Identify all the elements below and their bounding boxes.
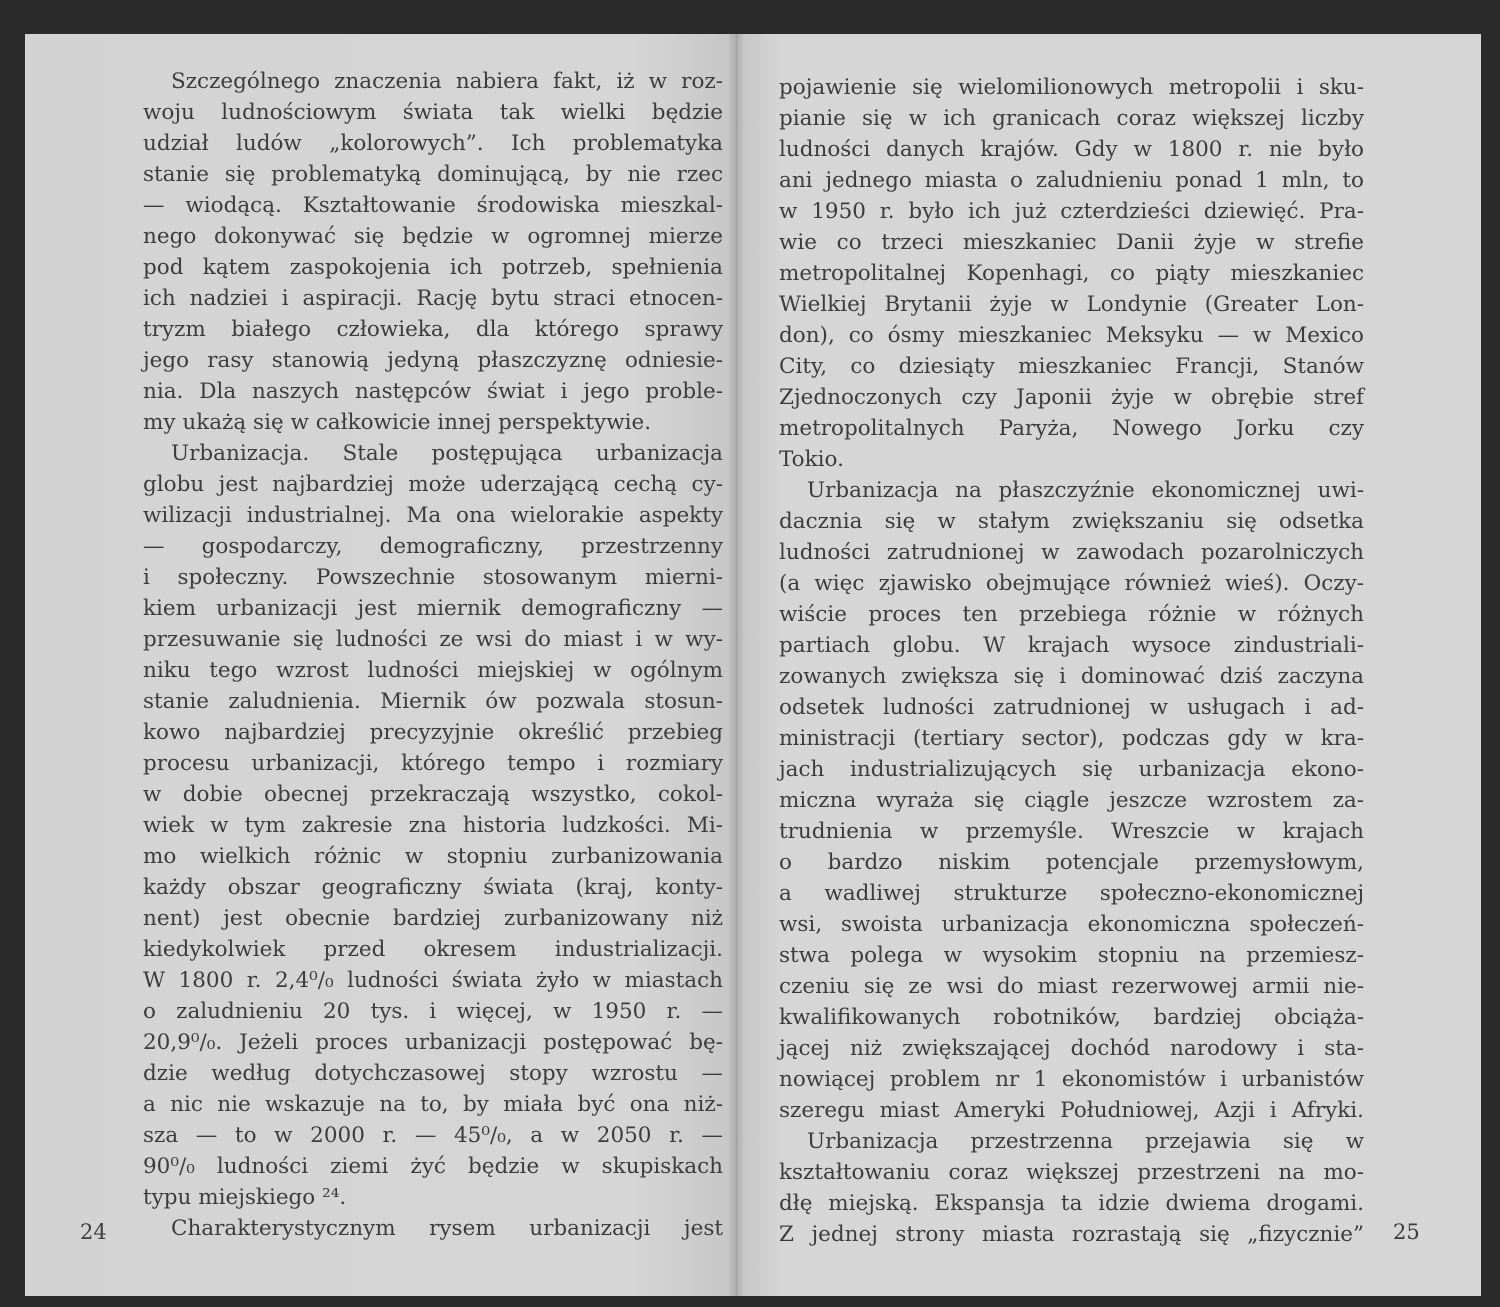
text-line: dzie według dotychczasowej stopy wzrostu — bbox=[143, 1061, 723, 1086]
text-line: Szczególnego znaczenia nabiera fakt, iż w roz- bbox=[171, 69, 723, 94]
text-line: kształtowaniu coraz większej przestrzeni na mo- bbox=[779, 1160, 1364, 1185]
text-line: kiem urbanizacji jest miernik demograficzny — bbox=[143, 596, 723, 621]
text-line: my ukażą się w całkowicie innej perspektywie. bbox=[143, 410, 652, 435]
text-line: Tokio. bbox=[779, 447, 844, 472]
text-line: ani jednego miasta o zaludnieniu ponad 1 mln, to bbox=[779, 168, 1364, 193]
text-line: każdy obszar geograficzny świata (kraj, konty- bbox=[143, 875, 723, 900]
text-line: jącej niż zwiększającej dochód narodowy i sta- bbox=[779, 1036, 1364, 1061]
text-line: stanie się problematyką dominującą, by nie rzec bbox=[143, 162, 723, 187]
text-line: niku tego wzrost ludności miejskiej w ogólnym bbox=[143, 658, 723, 683]
text-line: kowo najbardziej precyzyjnie określić przebieg bbox=[143, 720, 723, 745]
text-line: szeregu miast Ameryki Południowej, Azji i Afryki. bbox=[779, 1098, 1364, 1123]
text-line: ich nadziei i aspiracji. Rację bytu straci etnocen- bbox=[143, 286, 723, 311]
text-line: partiach globu. W krajach wysoce zindustriali- bbox=[779, 633, 1364, 658]
text-line: procesu urbanizacji, którego tempo i rozmiary bbox=[143, 751, 723, 776]
text-line: — wiodącą. Kształtowanie środowiska mieszkal- bbox=[143, 193, 723, 218]
text-line: dłę miejską. Ekspansja ta idzie dwiema drogami. bbox=[779, 1191, 1364, 1216]
text-line: Urbanizacja przestrzenna przejawia się w bbox=[807, 1129, 1364, 1154]
text-line: nego dokonywać się będzie w ogromnej mierze bbox=[143, 224, 723, 249]
text-line: w 1950 r. było ich już czterdzieści dziewięć. Pra- bbox=[779, 199, 1364, 224]
text-line: udział ludów „kolorowych”. Ich problematyka bbox=[143, 131, 723, 156]
text-line: czeniu się ze wsi do miast rezerwowej armii nie- bbox=[779, 974, 1364, 999]
text-line: 90⁰/₀ ludności ziemi żyć będzie w skupiskach bbox=[143, 1154, 723, 1179]
text-line: City, co dziesiąty mieszkaniec Francji, Stanów bbox=[779, 354, 1364, 379]
text-line: a nic nie wskazuje na to, by miała być ona niż- bbox=[143, 1092, 723, 1117]
left-page-text bbox=[143, 66, 723, 1244]
text-line: i społeczny. Powszechnie stosowanym mierni- bbox=[143, 565, 723, 590]
text-line: kwalifikowanych robotników, bardziej obciąża- bbox=[779, 1005, 1364, 1030]
text-line: (a więc zjawisko obejmujące również wieś). Oczy- bbox=[779, 571, 1364, 596]
text-line: pod kątem zaspokojenia ich potrzeb, spełnienia bbox=[143, 255, 723, 280]
text-line: a wadliwej strukturze społeczno-ekonomicznej bbox=[779, 881, 1364, 906]
text-line: zowanych zwiększa się i dominować dziś zaczyna bbox=[779, 664, 1364, 689]
text-line: Urbanizacja. Stale postępująca urbanizacja bbox=[171, 441, 723, 466]
page-number-left: 24 bbox=[80, 1220, 107, 1244]
text-line: Z jednej strony miasta rozrastają się „fizycznie” bbox=[779, 1222, 1364, 1247]
text-line: Urbanizacja na płaszczyźnie ekonomicznej uwi- bbox=[807, 478, 1364, 503]
text-line: pianie się w ich granicach coraz większej liczby bbox=[779, 106, 1364, 131]
text-line: tryzm białego człowieka, dla którego sprawy bbox=[143, 317, 723, 342]
text-line: nowiącej problem nr 1 ekonomistów i urbanistów bbox=[779, 1067, 1364, 1092]
text-line: ludności danych krajów. Gdy w 1800 r. nie było bbox=[779, 137, 1364, 162]
text-line: Zjednoczonych czy Japonii żyje w obrębie stref bbox=[779, 385, 1364, 410]
text-line: jego rasy stanowią jedyną płaszczyznę odniesie- bbox=[143, 348, 723, 373]
text-line: mo wielkich różnic w stopniu zurbanizowania bbox=[143, 844, 723, 869]
text-line: przesuwanie się ludności ze wsi do miast i w wy- bbox=[143, 627, 723, 652]
text-line: o zaludnieniu 20 tys. i więcej, w 1950 r. — bbox=[143, 999, 723, 1024]
text-line: wilizacji industrialnej. Ma ona wielorakie aspekty bbox=[143, 503, 723, 528]
text-line: stwa polega w wysokim stopniu na przemiesz- bbox=[779, 943, 1364, 968]
text-line: woju ludnościowym świata tak wielki będzie bbox=[143, 100, 723, 125]
text-line: — gospodarczy, demograficzny, przestrzenny bbox=[143, 534, 723, 559]
text-line: kiedykolwiek przed okresem industrializacji. bbox=[143, 937, 723, 962]
text-line: ludności zatrudnionej w zawodach pozarolniczych bbox=[779, 540, 1364, 565]
text-line: 20,9⁰/₀. Jeżeli proces urbanizacji postępować bę- bbox=[143, 1030, 723, 1055]
text-line: o bardzo niskim potencjale przemysłowym, bbox=[779, 850, 1364, 875]
page-number-right: 25 bbox=[1393, 1220, 1420, 1244]
text-line: typu miejskiego ²⁴. bbox=[143, 1185, 347, 1210]
right-page-text bbox=[779, 72, 1364, 1250]
text-line: trudnienia w przemyśle. Wreszcie w krajach bbox=[779, 819, 1364, 844]
text-line: wiek w tym zakresie zna historia ludzkości. Mi- bbox=[143, 813, 723, 838]
book-gutter bbox=[729, 34, 743, 1296]
text-line: nia. Dla naszych następców świat i jego proble- bbox=[143, 379, 723, 404]
text-line: don), co ósmy mieszkaniec Meksyku — w Mexico bbox=[779, 323, 1364, 348]
text-line: sza — to w 2000 r. — 45⁰/₀, a w 2050 r. — bbox=[143, 1123, 723, 1148]
text-line: ministracji (tertiary sector), podczas gdy w kra- bbox=[779, 726, 1364, 751]
text-line: miczna wyraża się ciągle jeszcze wzrostem za- bbox=[779, 788, 1364, 813]
text-line: W 1800 r. 2,4⁰/₀ ludności świata żyło w miastach bbox=[143, 968, 723, 993]
text-line: metropolitalnej Kopenhagi, co piąty mieszkaniec bbox=[779, 261, 1364, 286]
text-line: pojawienie się wielomilionowych metropolii i sku- bbox=[779, 75, 1364, 100]
text-line: metropolitalnych Paryża, Nowego Jorku czy bbox=[779, 416, 1364, 441]
text-line: jach industrializujących się urbanizacja ekono- bbox=[779, 757, 1364, 782]
text-line: w dobie obecnej przekraczają wszystko, cokol- bbox=[143, 782, 723, 807]
text-line: odsetek ludności zatrudnionej w usługach i ad- bbox=[779, 695, 1364, 720]
text-line: wiście proces ten przebiega różnie w różnych bbox=[779, 602, 1364, 627]
text-line: globu jest najbardziej może uderzającą cechą cy- bbox=[143, 472, 723, 497]
text-line: wie co trzeci mieszkaniec Danii żyje w strefie bbox=[779, 230, 1364, 255]
text-line: nent) jest obecnie bardziej zurbanizowany niż bbox=[143, 906, 723, 931]
text-line: stanie zaludnienia. Miernik ów pozwala stosun- bbox=[143, 689, 723, 714]
text-line: dacznia się w stałym zwiększaniu się odsetka bbox=[779, 509, 1364, 534]
text-line: Wielkiej Brytanii żyje w Londynie (Greater Lon- bbox=[779, 292, 1364, 317]
text-line: Charakterystycznym rysem urbanizacji jest bbox=[171, 1216, 723, 1241]
text-line: wsi, swoista urbanizacja ekonomiczna społeczeń- bbox=[779, 912, 1364, 937]
